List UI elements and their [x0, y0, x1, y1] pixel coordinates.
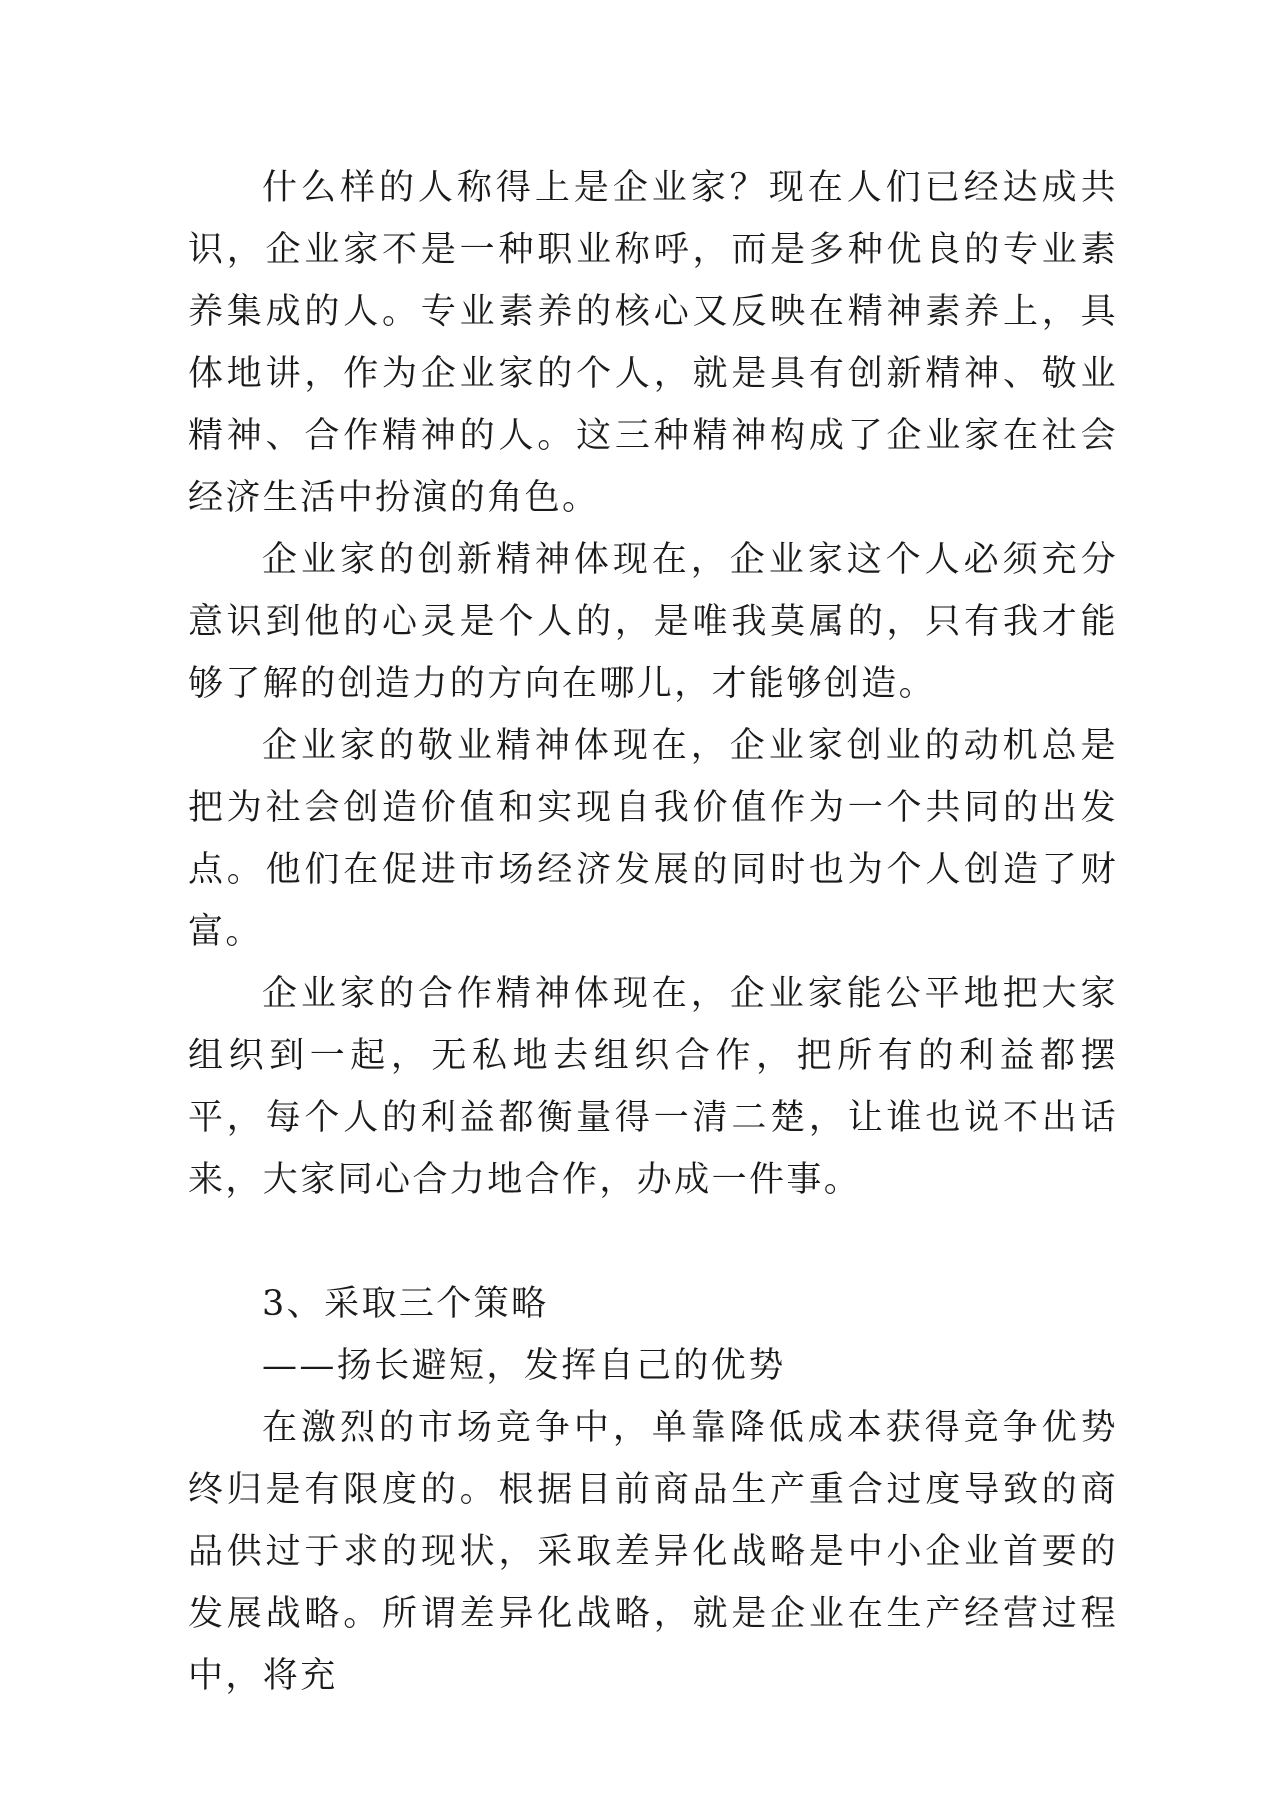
- document-page: [188, 157, 1118, 1707]
- paragraph-innovation-spirit: 企业家的创新精神体现在，企业家这个人必须充分意识到他的心灵是个人的，是唯我莫属的，只有我才能够了解的创造力的方向在哪儿，才能够创造。: [188, 540, 1118, 704]
- section-subheading: ——扬长避短，发挥自己的优势: [262, 1346, 786, 1386]
- paragraph-cooperation-spirit: 企业家的合作精神体现在，企业家能公平地把大家组织到一起，无私地去组织合作，把所有的利益都摆平，每个人的利益都衡量得一清二楚，让谁也说不出话来，大家同心合力地合作，办成一件事。: [188, 974, 1118, 1200]
- paragraph-differentiation-strategy: 在激烈的市场竞争中，单靠降低成本获得竞争优势终归是有限度的。根据目前商品生产重合过度导致的商品供过于求的现状，采取差异化战略是中小企业首要的发展战略。所谓差异化战略，就是企业在生产经营过程中，将充: [188, 1408, 1118, 1696]
- paragraph-dedication-spirit: 企业家的敬业精神体现在，企业家创业的动机总是把为社会创造价值和实现自我价值作为一个共同的出发点。他们在促进市场经济发展的同时也为个人创造了财富。: [188, 726, 1118, 952]
- section-spacer: [188, 1211, 1118, 1273]
- paragraph-entrepreneur-definition: 什么样的人称得上是企业家？现在人们已经达成共识，企业家不是一种职业称呼，而是多种优良的专业素养集成的人。专业素养的核心又反映在精神素养上，具体地讲，作为企业家的个人，就是具有创新精神、敬业精神、合作精神的人。这三种精神构成了企业家在社会经济生活中扮演的角色。: [188, 168, 1118, 518]
- section-heading: 3、采取三个策略: [262, 1284, 549, 1324]
